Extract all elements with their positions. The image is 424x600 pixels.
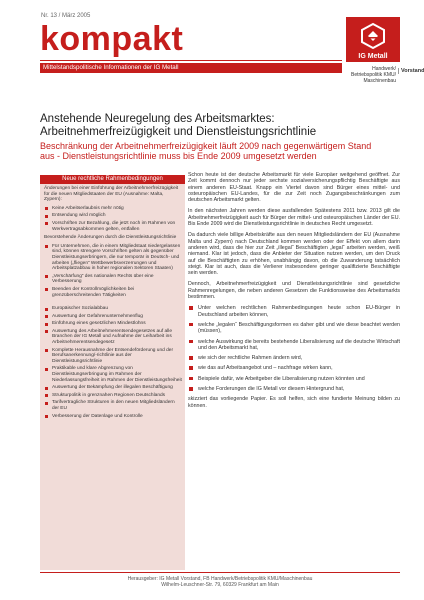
body-list-item: Unter welchen rechtlichen Rahmenbedingungen heute schon EU-Bürger in Deutschland arbeiten können, [188,305,400,318]
sidebar-list-item: Vorschriften zur Bezahlung, die jetzt noch im Rahmen von Werkvertragsabkommen gelten, entfallen [44,221,182,232]
sidebar-list-item: „Verschärfung“ des nationalen Rechts über eine Verbesserung [44,274,182,285]
article-body [188,172,400,414]
sidebar-intro: Änderungen bei einer Einführung der Arbeitnehmerfreizügigkeit für die neuen Mitgliedstaaten der EU (Ausnahme: Malta, Zypern): [44,186,179,203]
sidebar-list-item: Auswertung der Bekämpfung der illegalen Beschäftigung [44,385,182,391]
sidebar-list-item: Auswertung der Gefahrenunternehmenflug [44,314,182,320]
sidebar-intro: Bevorstehende Änderungen durch die Dienstleistungsrichtlinie [44,235,177,241]
body-list-item: wie das auf Arbeitsangebot und – nachfrage wirken kann, [188,365,400,371]
logo-text: IG Metall [358,53,388,60]
sidebar-list-item: Für Unternehmen, die in einem Mitgliedstaat niedergelassen sind, können strengere Vorschriften gelten als gegenüber Dienstleistungserbringern, die nur temporär in Deutsch- und arbeiten („fliegen“ Wettbewerbsverzerrungen und Arbeitsplatzabbau in hoher regionalen Sektoren Staaten) [44,244,182,272]
sidebar-list-item: Komplette Herausnahme der Entsendeförderung und der Berufsanerkennung/-richtlinie aus der Dienstleistungsrichtlinie [44,348,182,365]
footer-rule [40,572,400,573]
article-headline [40,113,400,139]
body-paragraph: In den nächsten Jahren werden diese ausfallenden Spätestens 2011 bzw. 2013 gilt die Arbeitnehmerfreizügigkeit auch für Bürger der mittel- und osteuropäischen Länder der EU. Bis Ende 2009 wird die Dienstleistungsrichtlinie in deutsches Recht umgesetzt. [188,208,400,228]
body-list-item: welche Auswirkung die bereits bestehende Liberalisierung auf die deutsche Wirtschaft und den Arbeitsmarkt hat, [188,339,400,352]
subheadline-line: Beschränkung der Arbeitnehmerfreizügigkeit läuft 2009 nach gegenwärtigem Stand [40,141,372,151]
body-list-item: wie sich der rechtliche Rahmen ändern wird, [188,355,400,361]
sidebar-content [44,186,182,422]
publication-subtitle: Mittelstandspolitische Informationen der IG Metall [40,63,342,73]
body-list-item: welche „legalen“ Beschäftigungsformen es daher gibt und wie diese beachtet werden (müssen), [188,322,400,335]
issue-number: Nr. 13 / März 2005 [41,13,91,19]
body-paragraph: Dennoch, Arbeitnehmerfreizügigkeit und Dienstleistungsrichtlinie sind gesetzliche Rahmenregelungen, die neben anderen Gesetzen die Funktionsweise des Arbeitsmarkts bestimmen. [188,281,400,301]
sidebar-list-item: Entsendung wird möglich [44,213,182,219]
sidebar-header: Neue rechtliche Rahmenbedingungen [40,175,185,184]
title-rule [40,60,342,61]
sidebar-list-item: Europäischer Sozialabbau [44,306,182,312]
article-subheadline [40,141,400,161]
org-department [338,66,396,84]
footer [40,576,400,588]
sidebar-list [44,206,182,232]
sidebar-list-item: Verbesserung der Datenlage und Kontrolle [44,414,182,420]
headline-line: Anstehende Neuregelung des Arbeitsmarktes: [40,113,275,125]
sidebar-list-item: Praktikable und klare Abgrenzung von Dienstleistungserbringung im Rahmen der Niederlassungsfreiheit im Rahmen der Dienstleistungsfreiheit [44,366,182,383]
org-line: Handwerk/ [372,66,396,72]
sidebar-list-item: Strukturpolitik in grenznahen Regionen Deutschlands [44,393,182,399]
body-list-item: welche Forderungen die IG Metall vor diesem Hintergrund hat, [188,386,400,392]
body-list [188,305,400,392]
body-paragraph: Da dadurch viele billige Arbeitskräfte aus den neuen Mitgliedsländern der EU (Ausnahme Malta und Zypern) nach Deutschland kommen werden oder der Effekt von allem darin anderen wird, dass die hier zur Zeit „illegal“ Beschäftigten „legal“ arbeiten werden, weiß niemand. Klar ist jedoch, dass die Anbieter der Situation nutzen werden, um den Druck auf die Beschäftigten zu erhöhen, unabhängig davon, ob die Zuwanderung tatsächlich steigt. Klar ist auch, dass die Verlierer insbesondere geringer qualifizierte Beschäftigte sein werden. [188,232,400,277]
headline-line: Arbeitnehmerfreizügigkeit und Dienstleistungsrichtlinie [40,126,317,138]
sidebar-list [44,306,182,419]
org-line: Maschinenbau [363,78,396,84]
sidebar-list-item: Keine Arbeitserlaubnis mehr nötig [44,206,182,212]
footer-line: Herausgeber: IG Metall Vorstand, FB Handwerk/Betriebspolitik KMU/Maschinenbau [127,576,313,582]
ig-metall-logo-icon [346,17,400,62]
body-paragraph: skizziert das vorliegende Papier. Es soll helfen, sich eine fundierte Meinung bilden zu können. [188,396,400,409]
subheadline-line: aus - Dienstleistungsrichtlinie muss bis Ende 2009 umgesetzt werden [40,151,317,161]
sidebar-list-item: Einführung eines gesetzlichen Mindestlohns [44,321,182,327]
org-vorstand: Vorstand [398,68,424,74]
publication-title: kompakt [40,20,184,58]
body-paragraph: Schon heute ist der deutsche Arbeitsmarkt für viele Europäer weitgehend geöffnet. Zur Zeit kommt dennoch nur jeder sechste sozialversicherungspflichtig Beschäftigte aus einem anderen EU-Staat. Knapp ein Viertel davon sind Bürger eines mittel- und osteuropäischen EU-Landes, für die zur Zeit noch Zugangsbeschränkungen zum deutschen Arbeitsmarkt gelten. [188,172,400,204]
footer-line: Wilhelm-Leuschner-Str. 79, 60329 Frankfurt am Main [161,582,279,588]
org-line: Betriebspolitik KMU/ [350,72,396,78]
sidebar-list-item: Beenden der Kontrollmöglichkeiten bei grenzüberschreitenden Tätigkeiten [44,287,182,298]
ig-metall-logo [346,17,400,62]
sidebar-list-item: Tarifvertragliche Strukturen in den neuen Mitgliedsländern der EU [44,400,182,411]
sidebar-list-item: Auswertung des Arbeitnehmerentsendegesetzes auf alle Branchen der IG Metall und Aufnahme der Leiharbeit ins Arbeitnehmerentsendegesetz [44,329,182,346]
body-list-item: Beispiele dafür, wie Arbeitgeber die Liberalisierung nutzen könnten und [188,376,400,382]
sidebar-list [44,244,182,298]
